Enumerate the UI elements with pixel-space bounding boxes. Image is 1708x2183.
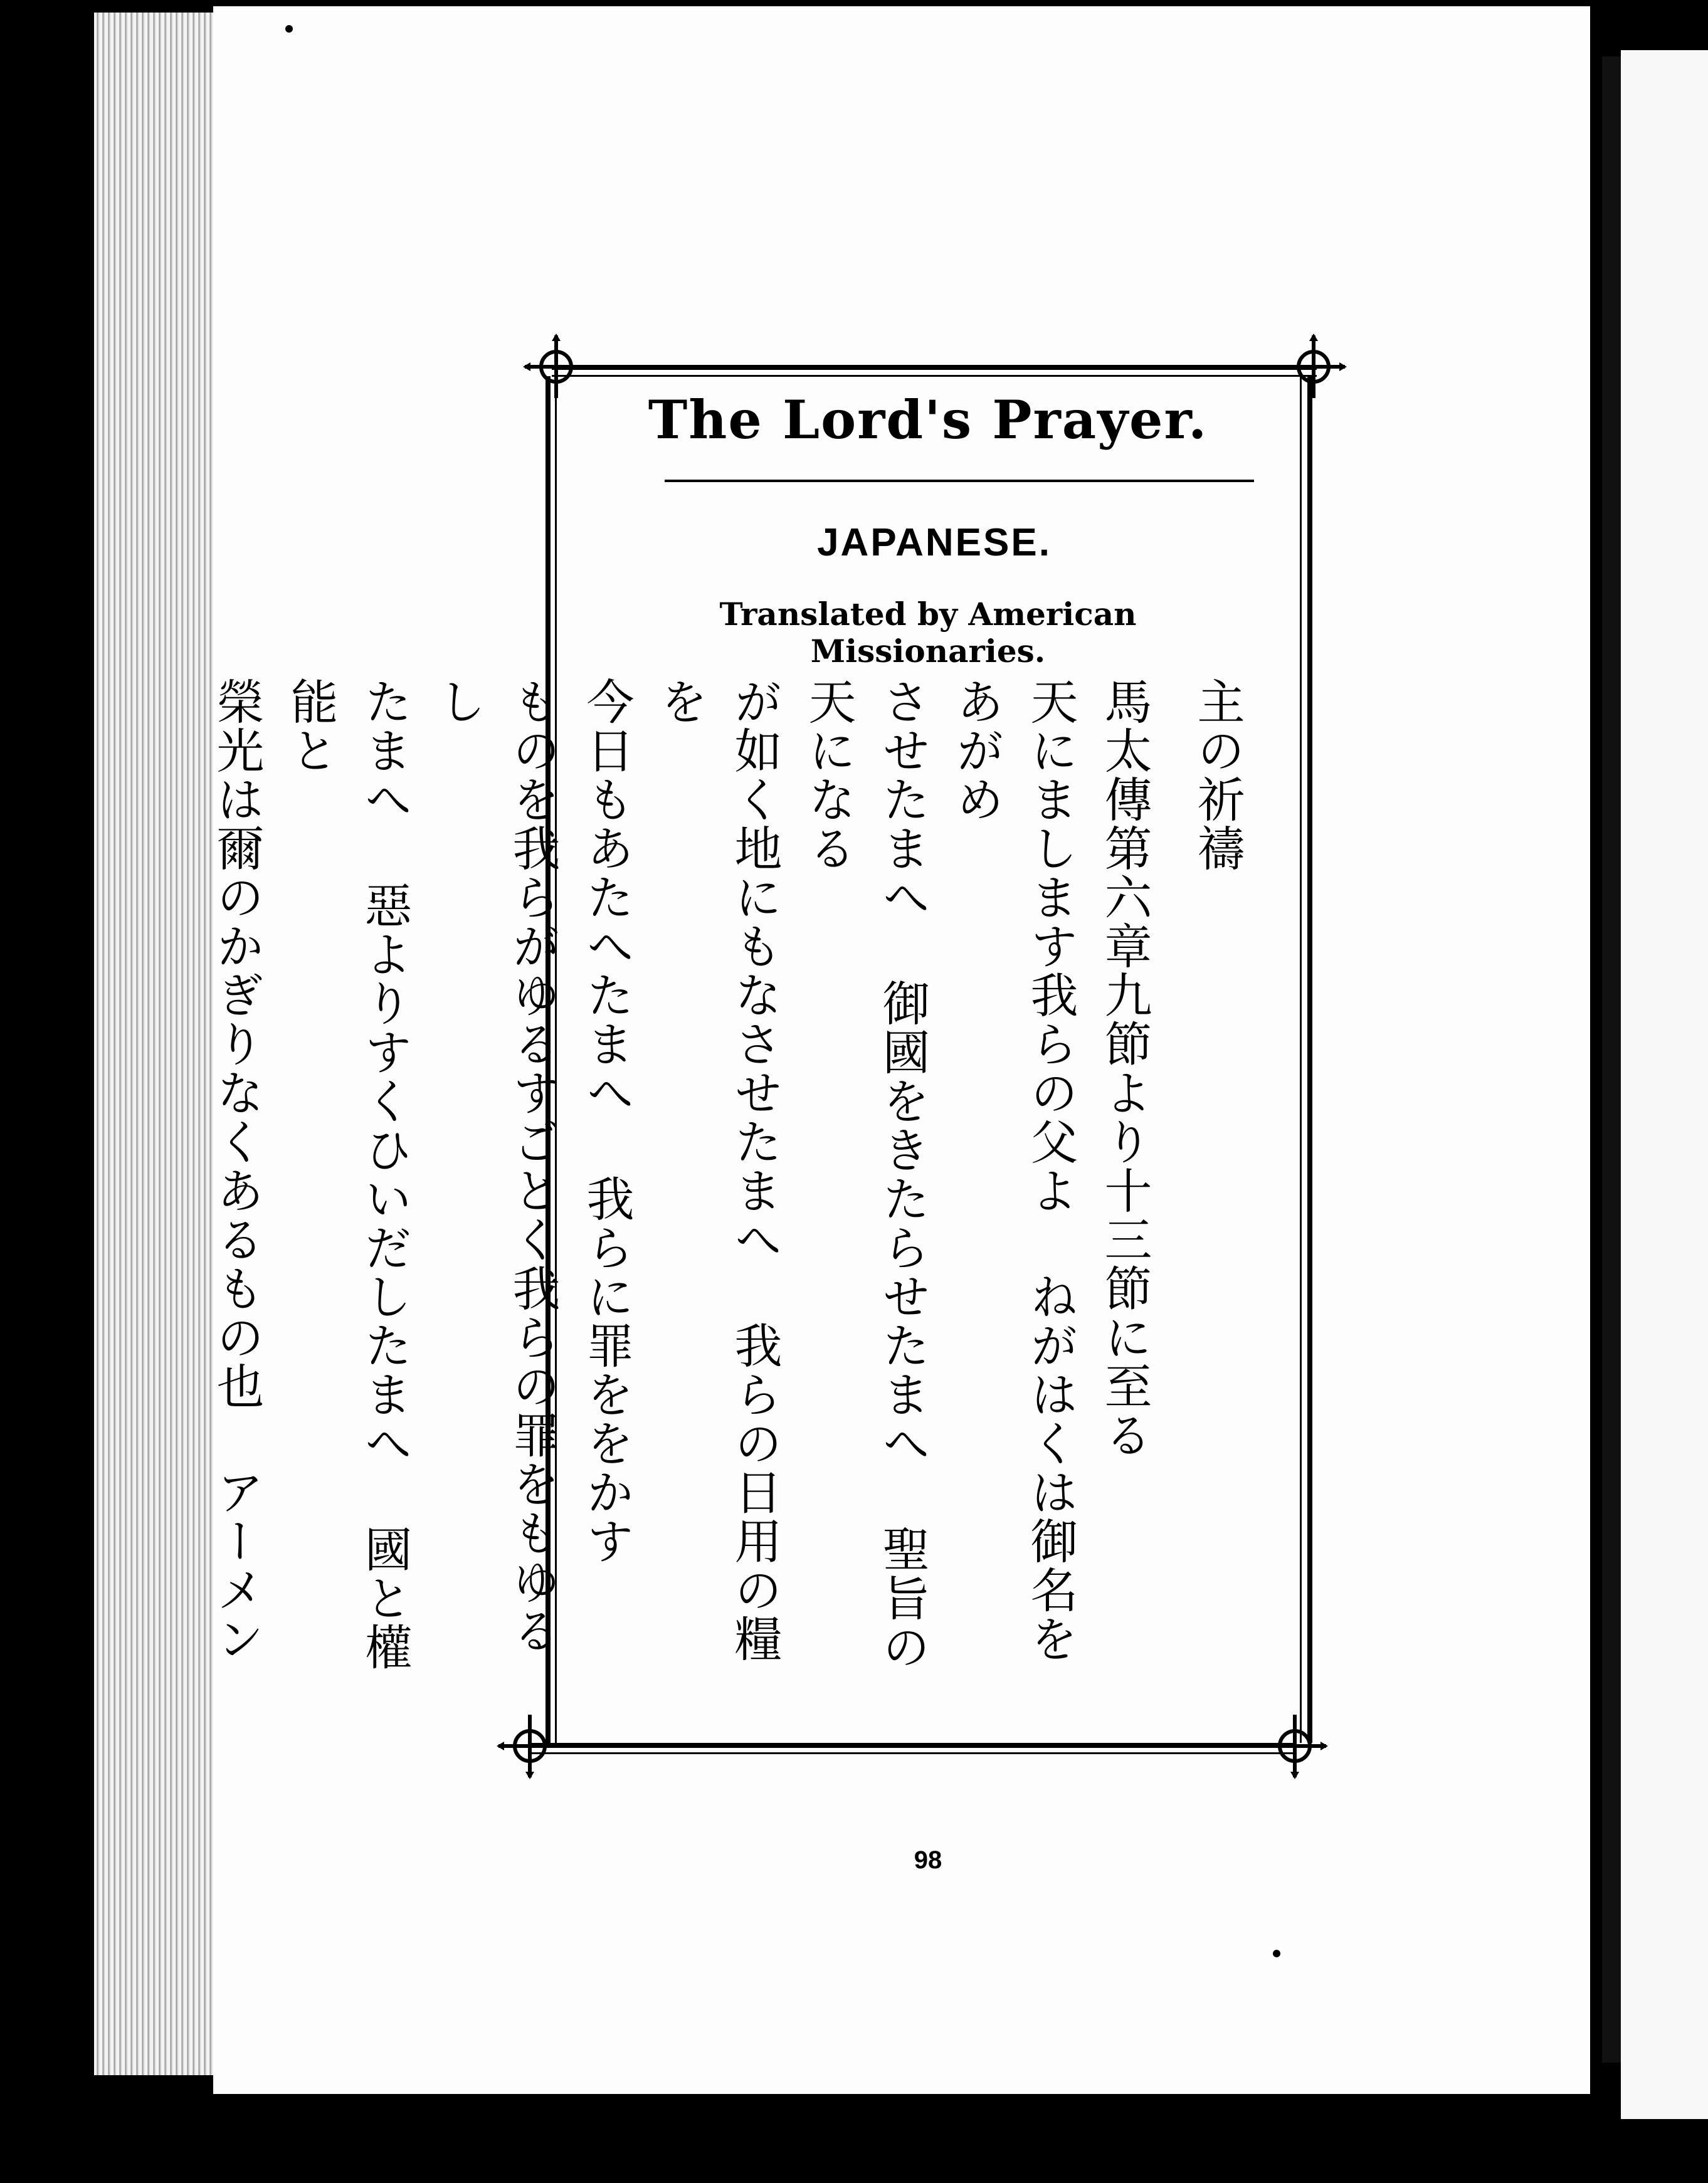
prayer-line: 馬太傳第六章九節より十三節に至る [1097, 677, 1152, 1460]
frame-top-rule [552, 365, 1317, 370]
prayer-line: が如く地にもなさせたまへ 我らの日用の糧を [653, 677, 783, 1663]
page-number: 98 [914, 1846, 942, 1874]
prayer-line: ものを我らがゆるすごとく我らの罪をもゆるし [431, 677, 561, 1655]
frame-top-rule-inner [552, 375, 1317, 377]
prayer-line: 榮光は爾のかぎりなくあるもの也 アーメン [209, 677, 265, 1663]
prayer-line: させたまへ 御國をきたらせたまへ 聖旨の天になる [801, 677, 930, 1671]
speck-mark [285, 25, 293, 33]
language-heading: JAPANESE. [817, 521, 1052, 564]
prayer-line: 今日もあたへたまへ 我らに罪ををかす [579, 677, 635, 1565]
prayer-heading: 主の祈禱 [1189, 677, 1245, 873]
title-underline [665, 480, 1254, 482]
frame-bottom-rule [530, 1743, 1295, 1748]
japanese-prayer-text [209, 677, 1254, 1680]
facing-page [1621, 50, 1708, 2119]
frame-right-rule [1307, 376, 1312, 1743]
page-title: The Lord's Prayer. [648, 389, 1208, 451]
prayer-line: たまへ 惡よりすくひいだしたまへ 國と權能と [283, 677, 413, 1671]
corner-ornament-icon [522, 332, 591, 401]
corner-ornament-icon [1260, 1712, 1329, 1781]
frame-right-rule-inner [1300, 376, 1302, 1743]
speck-mark [1273, 1950, 1280, 1957]
corner-ornament-icon [1279, 332, 1348, 401]
translator-credit: Translated by American Missionaries. [719, 596, 1137, 670]
prayer-line: 天にまします我らの父よ ねがはくは御名をあがめ [949, 677, 1078, 1663]
corner-ornament-icon [495, 1712, 564, 1781]
frame-bottom-rule-inner [530, 1752, 1295, 1754]
facing-page-edge [1602, 56, 1621, 2063]
